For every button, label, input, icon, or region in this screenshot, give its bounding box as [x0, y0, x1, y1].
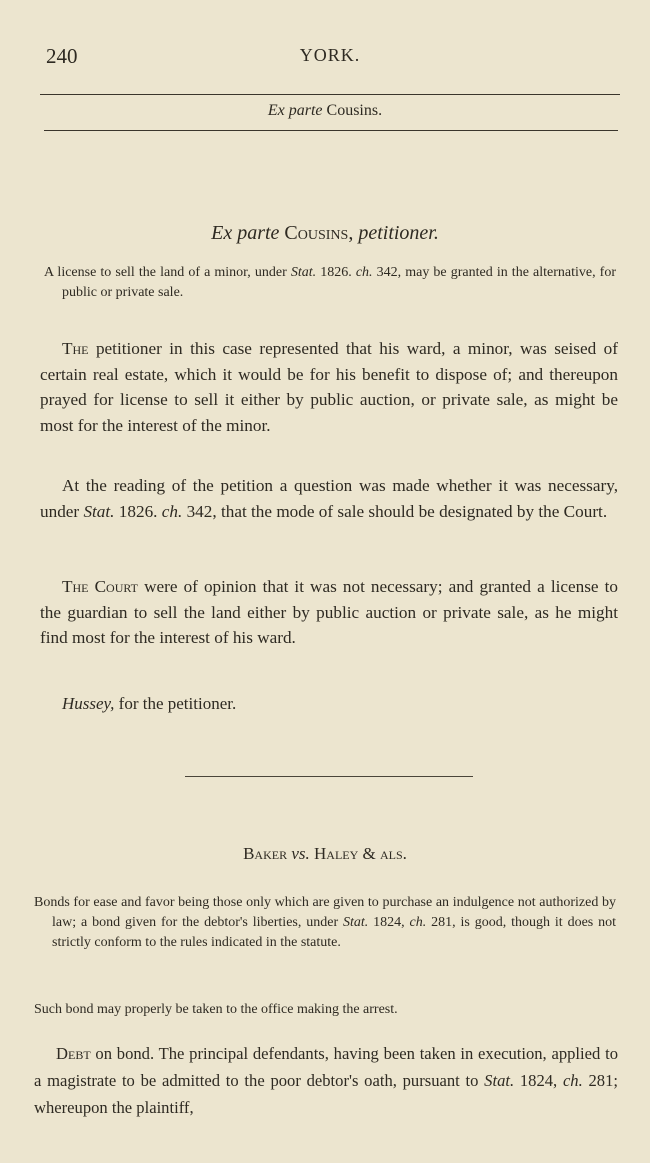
case-divider [185, 776, 473, 777]
case1-paragraph-2 [40, 473, 618, 524]
case1-paragraph-3 [40, 574, 618, 651]
header-rule-top [40, 94, 620, 95]
case1-title [0, 222, 650, 245]
case2-title-defendant: Haley [314, 844, 359, 863]
case2-paragraph-1 [34, 1040, 618, 1121]
case-subheading [0, 102, 650, 120]
case2-head-note1-text-c: 281, is good, though it does not strictly conform to the rules indicated in the statute. [52, 915, 616, 950]
case1-head-note-ch: ch. [355, 265, 373, 280]
case1-para2-text-c: 342, that the mode of sale should be designated by the Court. [182, 501, 608, 521]
case1-para2-text-a: At the reading of the petition a question was made whether it was necessary, under [40, 476, 618, 521]
case1-para1-text: petitioner in this case represented that his ward, a minor, was seised of certain real estate, which it would be for his benefit to dispose of; and thereupon prayed for license to sell it either by public auction, or private sale, as might be most for the interest of the minor. [40, 339, 618, 435]
case2-title-als: & als. [358, 844, 407, 863]
case1-title-sep: , [348, 222, 359, 244]
case2-para1-text-b: 1824, [514, 1071, 563, 1090]
subhead-ex-parte: Ex parte [267, 102, 323, 119]
case1-head-note-text-c: 342, may be granted in the alternative, for public or private sale. [62, 265, 616, 300]
case1-paragraph-1 [40, 336, 618, 438]
case2-head-note1-text-b: 1824, [368, 915, 410, 930]
page-number: 240 [46, 44, 78, 68]
case2-head-note-1 [34, 893, 616, 953]
case2-head-note1-stat: Stat. [343, 915, 369, 930]
case2-head-note1-ch: ch. [409, 915, 427, 930]
case2-head-note1-text-a: Bonds for ease and favor being those only which are given to purchase an indulgence not authorized by law; a bond given for the debtor's liberties, under [34, 895, 616, 930]
case1-counsel-name: Hussey, [62, 694, 115, 713]
case1-title-ex-parte: Ex parte [211, 222, 280, 244]
case1-para3-text: were of opinion that it was not necessary; and granted a license to the guardian to sell the land either by public auction or private sale, as he might find most for the interest of his ward. [40, 577, 618, 647]
case1-head-note-text-a: A license to sell the land of a minor, under [44, 265, 291, 280]
case2-title-vs: vs. [287, 844, 314, 863]
case2-para1-text-a: on bond. The principal defendants, having been taken in execution, applied to a magistrate to be admitted to the poor debtor's oath, pursuant to [34, 1044, 618, 1090]
case1-counsel-text: for the petitioner. [114, 694, 237, 713]
case1-para3-lead: The Court [62, 577, 138, 596]
case1-head-note [44, 263, 616, 303]
header-rule-bottom [44, 130, 618, 131]
subhead-name: Cousins. [322, 102, 383, 119]
case1-para2-stat: Stat. [83, 501, 115, 521]
running-title: YORK. [299, 45, 361, 65]
page-header [40, 44, 620, 72]
case2-para1-stat: Stat. [484, 1071, 515, 1090]
case1-counsel [62, 694, 236, 714]
case1-para2-ch: ch. [161, 501, 183, 521]
case1-title-name: Cousins [284, 222, 349, 244]
case2-para1-ch: ch. [562, 1071, 583, 1090]
case1-head-note-text-b: 1826. [316, 265, 356, 280]
case2-title [0, 844, 650, 864]
case2-head-note-2 [34, 1000, 616, 1020]
case2-title-plaintiff: Baker [243, 844, 288, 863]
case2-para1-text-c: 281; whereupon the plaintiff, [34, 1071, 618, 1117]
case2-para1-lead: Debt [56, 1044, 91, 1063]
case1-para1-lead: The [62, 339, 89, 358]
case2-head-note2-text: Such bond may properly be taken to the office making the arrest. [34, 1002, 398, 1017]
case1-head-note-stat: Stat. [290, 265, 317, 280]
case1-para2-text-b: 1826. [114, 501, 162, 521]
case1-title-role: petitioner. [358, 222, 439, 244]
